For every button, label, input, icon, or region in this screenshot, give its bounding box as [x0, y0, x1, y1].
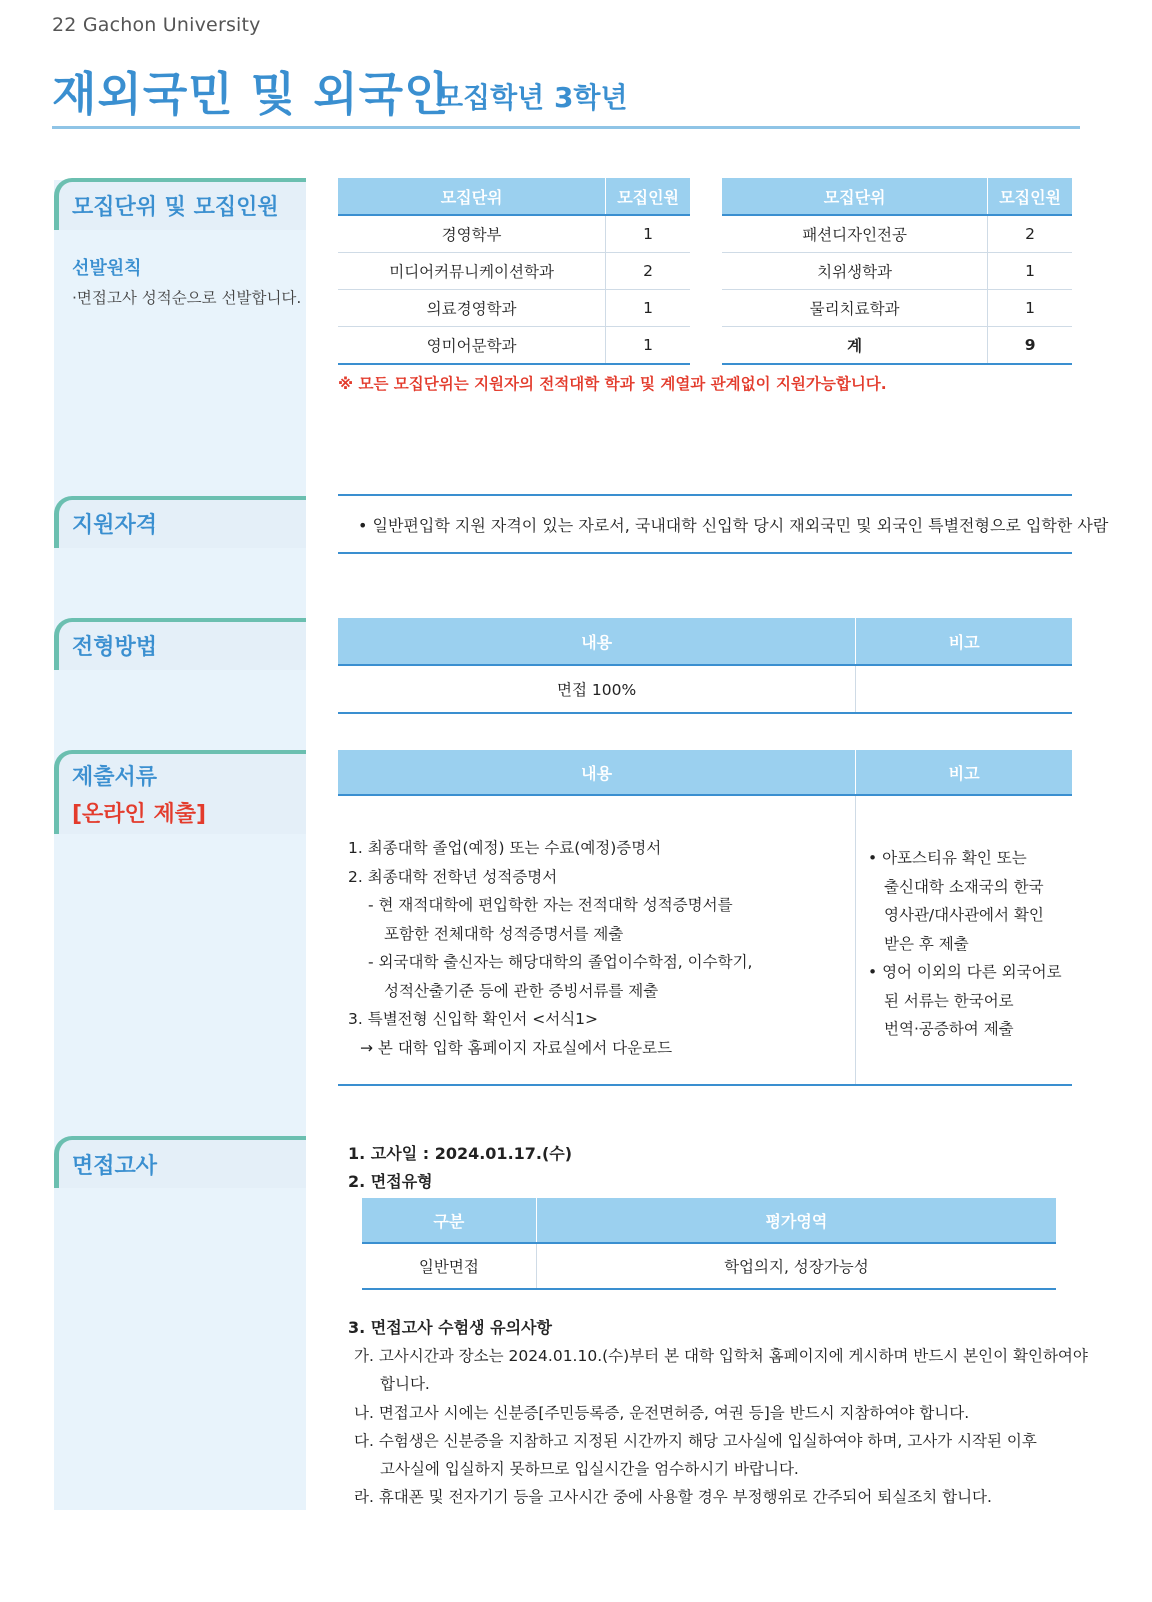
interview-table	[362, 1198, 1056, 1290]
header-count: 모집인원	[988, 178, 1072, 215]
table-row	[722, 215, 1072, 253]
unit-cell: 의료경영학과	[338, 290, 606, 327]
list-item: 출신대학 소재국의 한국	[884, 877, 1044, 896]
table-row	[722, 290, 1072, 327]
section-title-recruit: 모집단위 및 모집인원	[72, 195, 279, 220]
table-row	[722, 327, 1072, 365]
list-item: 라. 휴대폰 및 전자기기 등을 고사시간 중에 사용할 경우 부정행위로 간주되어 퇴실조치 합니다.	[354, 1488, 992, 1507]
interview-evaluation-cell: 학업의지, 성장가능성	[536, 1243, 1056, 1289]
recruit-note: ※ 모든 모집단위는 지원자의 전적대학 학과 및 계열과 관계없이 지원가능합니다.	[338, 375, 887, 393]
list-item: 성적산출기준 등에 관한 증빙서류를 제출	[384, 981, 659, 1000]
method-content-cell: 면접 100%	[338, 665, 856, 713]
interview-type-title: 2. 면접유형	[348, 1172, 433, 1191]
unit-cell: 물리치료학과	[722, 290, 988, 327]
list-item: • 아포스티유 확인 또는	[868, 849, 1027, 867]
method-table	[338, 618, 1072, 714]
recruit-table-right	[722, 178, 1072, 365]
sidebar-background	[54, 180, 306, 1510]
list-item: → 본 대학 입학 홈페이지 자료실에서 다운로드	[360, 1038, 673, 1057]
documents-list	[348, 834, 752, 1062]
table-row	[338, 253, 690, 290]
total-label-cell: 계	[722, 327, 988, 365]
list-item: 영사관/대사관에서 확인	[884, 906, 1044, 924]
table-row	[722, 253, 1072, 290]
list-item: 고사실에 입실하지 못하므로 입실시간을 엄수하시기 바랍니다.	[380, 1460, 799, 1479]
page-header: 22 Gachon University	[52, 14, 261, 36]
qualification-rule-top	[338, 494, 1072, 496]
header-remarks: 비고	[856, 618, 1072, 665]
table-row	[338, 215, 690, 253]
list-item: 포함한 전체대학 성적증명서를 제출	[384, 924, 624, 943]
list-item: 번역·공증하여 제출	[884, 1020, 1014, 1038]
count-cell: 2	[988, 215, 1072, 253]
interview-category-cell: 일반면접	[362, 1243, 536, 1289]
method-remarks-cell	[856, 665, 1072, 713]
table-row	[338, 290, 690, 327]
title-divider	[52, 126, 1080, 129]
table-row	[362, 1243, 1056, 1289]
count-cell: 1	[606, 215, 690, 253]
section-title-qualification: 지원자격	[72, 513, 158, 538]
total-count-cell: 9	[988, 327, 1072, 365]
count-cell: 1	[988, 290, 1072, 327]
list-item: • 영어 이외의 다른 외국어로	[868, 963, 1062, 981]
list-item: 3. 특별전형 신입학 확인서 <서식1>	[348, 1010, 599, 1028]
interview-notes-title: 3. 면접고사 수험생 유의사항	[348, 1318, 552, 1337]
list-item: 나. 면접고사 시에는 신분증[주민등록증, 운전면허증, 여권 등]을 반드시 지참하여야 합니다.	[354, 1403, 970, 1422]
qualification-text: • 일반편입학 지원 자격이 있는 자로서, 국내대학 신입학 당시 재외국민 및 외국인 특별전형으로 입학한 사람	[358, 516, 1109, 535]
documents-notes	[868, 844, 1062, 1044]
header-count: 모집인원	[606, 178, 690, 215]
count-cell: 2	[606, 253, 690, 290]
header-unit: 모집단위	[338, 178, 606, 215]
header-category: 구분	[362, 1198, 536, 1243]
header-remarks: 비고	[856, 750, 1072, 795]
header-content: 내용	[338, 618, 856, 665]
count-cell: 1	[606, 290, 690, 327]
header-unit: 모집단위	[722, 178, 988, 215]
interview-notes	[354, 1342, 1088, 1512]
header-content: 내용	[338, 750, 856, 795]
section-title-documents: 제출서류	[72, 765, 158, 790]
count-cell: 1	[988, 253, 1072, 290]
section-title-method: 전형방법	[72, 635, 158, 660]
page-title: 재외국민 및 외국인	[52, 67, 450, 121]
list-item: - 현 재적대학에 편입학한 자는 전적대학 성적증명서를	[368, 896, 733, 914]
unit-cell: 치위생학과	[722, 253, 988, 290]
list-item: 다. 수험생은 신분증을 지참하고 지정된 시간까지 해당 고사실에 입실하여야 하며, 고사가 시작된 이후	[354, 1431, 1037, 1450]
list-item: - 외국대학 출신자는 해당대학의 졸업이수학점, 이수학기,	[368, 953, 753, 971]
section-title-interview: 면접고사	[72, 1154, 158, 1179]
recruit-table-left	[338, 178, 690, 365]
interview-date: 1. 고사일 : 2024.01.17.(수)	[348, 1144, 573, 1163]
qualification-rule-bottom	[338, 552, 1072, 554]
list-item: 2. 최종대학 전학년 성적증명서	[348, 867, 558, 886]
section-subtitle-documents: [온라인 제출]	[72, 802, 207, 827]
list-item: 1. 최종대학 졸업(예정) 또는 수료(예정)증명서	[348, 839, 662, 857]
selection-text: ·면접고사 성적순으로 선발합니다.	[72, 289, 302, 307]
unit-cell: 경영학부	[338, 215, 606, 253]
count-cell: 1	[606, 327, 690, 365]
table-row	[338, 327, 690, 365]
unit-cell: 미디어커뮤니케이션학과	[338, 253, 606, 290]
list-item: 가. 고사시간과 장소는 2024.01.10.(수)부터 본 대학 입학처 홈페이지에 게시하며 반드시 본인이 확인하여야	[354, 1347, 1088, 1365]
unit-cell: 영미어문학과	[338, 327, 606, 365]
selection-title: 선발원칙	[72, 258, 142, 279]
list-item: 합니다.	[380, 1375, 430, 1394]
unit-cell: 패션디자인전공	[722, 215, 988, 253]
table-row	[338, 665, 1072, 713]
header-evaluation: 평가영역	[536, 1198, 1056, 1243]
page-subtitle: 모집학년 3학년	[436, 81, 628, 114]
list-item: 받은 후 제출	[884, 934, 969, 953]
list-item: 된 서류는 한국어로	[884, 991, 1014, 1010]
